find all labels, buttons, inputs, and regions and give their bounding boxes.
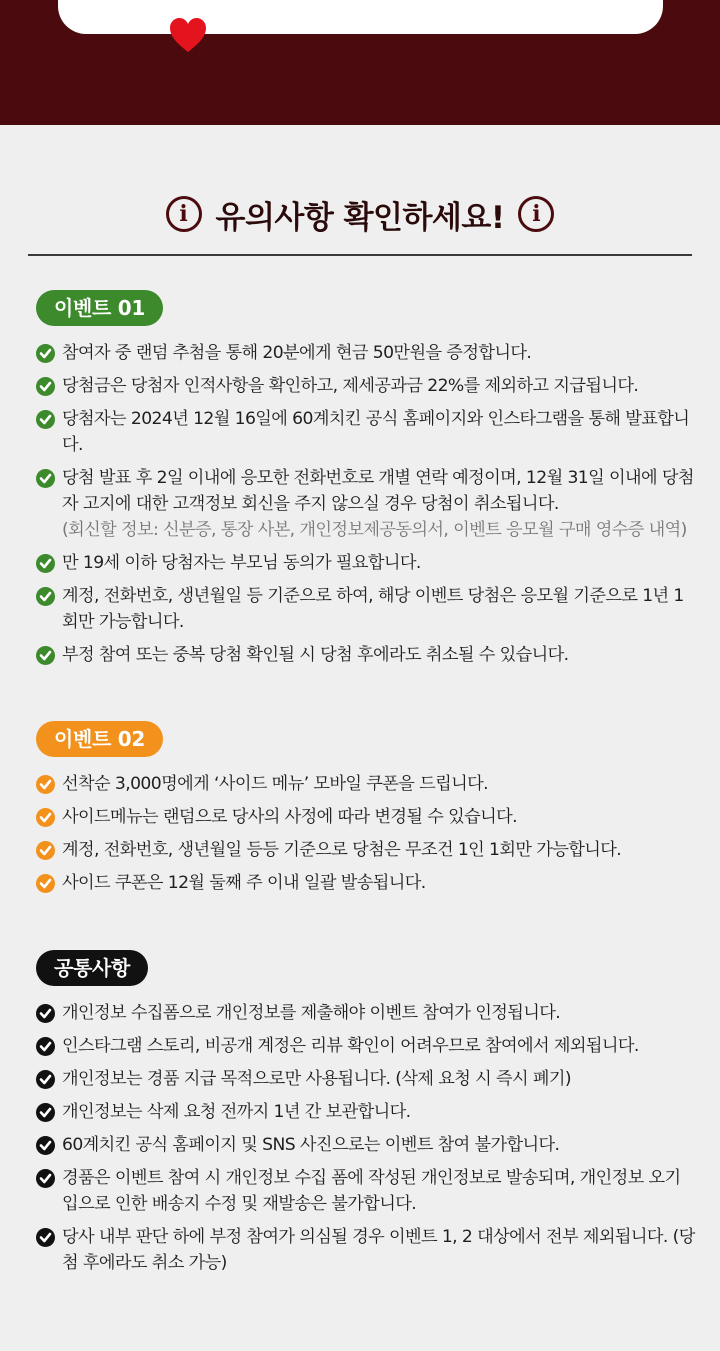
info-icon: i: [166, 196, 202, 232]
check-circle-icon: [36, 1103, 55, 1122]
list-item-text: [62, 804, 696, 830]
event2-list: [36, 771, 696, 896]
check-circle-icon: [36, 1070, 55, 1089]
list-item-text: [62, 406, 696, 458]
check-circle-icon: [36, 1037, 55, 1056]
list-item-text: [62, 550, 696, 576]
check-circle-icon: [36, 646, 55, 665]
list-item-text: [62, 837, 696, 863]
top-card: [58, 0, 663, 34]
list-item: [36, 340, 696, 366]
list-item: [36, 837, 696, 863]
list-item-main: 부정 참여 또는 중복 당첨 확인될 시 당첨 후에라도 취소될 수 있습니다.: [62, 645, 569, 665]
list-item: [36, 1224, 696, 1276]
list-item: [36, 1066, 696, 1092]
list-item: [36, 771, 696, 797]
list-item-text: [62, 771, 696, 797]
list-item-main: 개인정보 수집폼으로 개인정보를 제출해야 이벤트 참여가 인정됩니다.: [62, 1003, 561, 1023]
list-item-main: 인스타그램 스토리, 비공개 계정은 리뷰 확인이 어려우므로 참여에서 제외됩니다.: [62, 1036, 639, 1056]
list-item: [36, 583, 696, 635]
common-badge: 공통사항: [36, 950, 148, 986]
list-item: [36, 870, 696, 896]
list-item: [36, 465, 696, 543]
list-item-main: 사이드 쿠폰은 12월 둘째 주 이내 일괄 발송됩니다.: [62, 873, 426, 893]
list-item-main: 당첨금은 당첨자 인적사항을 확인하고, 제세공과금 22%를 제외하고 지급됩니다.: [62, 376, 639, 396]
check-circle-icon: [36, 410, 55, 429]
list-item-text: [62, 1066, 696, 1092]
list-item-text: [62, 583, 696, 635]
list-item-text: [62, 1000, 696, 1026]
list-item-text: [62, 1224, 696, 1276]
list-item-text: [62, 1132, 696, 1158]
list-item-text: [62, 642, 696, 668]
list-item-main: 계정, 전화번호, 생년월일 등 기준으로 하여, 해당 이벤트 당첨은 응모월 기준으로 1년 1회만 가능합니다.: [62, 586, 684, 632]
event1-badge: 이벤트 01: [36, 290, 163, 326]
check-circle-icon: [36, 808, 55, 827]
event2-section: [36, 721, 696, 903]
list-item-main: 당사 내부 판단 하에 부정 참여가 의심될 경우 이벤트 1, 2 대상에서 전부 제외됩니다. (당첨 후에라도 취소 가능): [62, 1227, 695, 1273]
list-item-text: [62, 1033, 696, 1059]
info-icon: i: [518, 196, 554, 232]
list-item-main: 계정, 전화번호, 생년월일 등등 기준으로 당첨은 무조건 1인 1회만 가능합니다.: [62, 840, 622, 860]
list-item: [36, 1132, 696, 1158]
event1-list: [36, 340, 696, 668]
top-banner-band: [0, 0, 720, 125]
list-item-main: 만 19세 이하 당첨자는 부모님 동의가 필요합니다.: [62, 553, 421, 573]
check-circle-icon: [36, 1136, 55, 1155]
check-circle-icon: [36, 377, 55, 396]
list-item-main: 경품은 이벤트 참여 시 개인정보 수집 폼에 작성된 개인정보로 발송되며, 개인정보 오기입으로 인한 배송지 수정 및 재발송은 불가합니다.: [62, 1168, 681, 1214]
list-item: [36, 804, 696, 830]
list-item: [36, 406, 696, 458]
list-item-note: (회신할 정보: 신분증, 통장 사본, 개인정보제공동의서, 이벤트 응모월 구매 영수증 내역): [62, 520, 687, 540]
check-circle-icon: [36, 1228, 55, 1247]
check-circle-icon: [36, 1169, 55, 1188]
list-item-main: 60계치킨 공식 홈페이지 및 SNS 사진으로는 이벤트 참여 불가합니다.: [62, 1135, 560, 1155]
list-item-main: 참여자 중 랜덤 추첨을 통해 20분에게 현금 50만원을 증정합니다.: [62, 343, 532, 363]
list-item-text: [62, 340, 696, 366]
check-circle-icon: [36, 775, 55, 794]
list-item: [36, 550, 696, 576]
event2-badge: 이벤트 02: [36, 721, 163, 757]
list-item-text: [62, 870, 696, 896]
notice-title-row: [0, 190, 720, 238]
list-item: [36, 373, 696, 399]
list-item-main: 개인정보는 삭제 요청 전까지 1년 간 보관합니다.: [62, 1102, 411, 1122]
check-circle-icon: [36, 874, 55, 893]
check-circle-icon: [36, 344, 55, 363]
check-circle-icon: [36, 587, 55, 606]
check-circle-icon: [36, 1004, 55, 1023]
common-list: [36, 1000, 696, 1276]
list-item-main: 선착순 3,000명에게 ‘사이드 메뉴’ 모바일 쿠폰을 드립니다.: [62, 774, 489, 794]
list-item-main: 개인정보는 경품 지급 목적으로만 사용됩니다. (삭제 요청 시 즉시 폐기): [62, 1069, 571, 1089]
list-item-text: [62, 373, 696, 399]
list-item-text: [62, 1099, 696, 1125]
check-circle-icon: [36, 554, 55, 573]
list-item: [36, 642, 696, 668]
heart-icon: [168, 16, 208, 54]
check-circle-icon: [36, 841, 55, 860]
list-item: [36, 1033, 696, 1059]
event1-section: [36, 290, 696, 675]
list-item-main: 사이드메뉴는 랜덤으로 당사의 사정에 따라 변경될 수 있습니다.: [62, 807, 517, 827]
list-item-main: 당첨 발표 후 2일 이내에 응모한 전화번호로 개별 연락 예정이며, 12월 31일 이내에 당첨자 고지에 대한 고객정보 회신을 주지 않으실 경우 당첨이 취소됩니다.: [62, 468, 694, 514]
list-item: [36, 1165, 696, 1217]
page-title: 유의사항 확인하세요!: [215, 199, 505, 236]
list-item-text: [62, 1165, 696, 1217]
list-item-text: [62, 465, 696, 543]
list-item: [36, 1000, 696, 1026]
common-section: [36, 950, 696, 1283]
title-divider: [28, 254, 692, 256]
check-circle-icon: [36, 469, 55, 488]
list-item-main: 당첨자는 2024년 12월 16일에 60계치킨 공식 홈페이지와 인스타그램을 통해 발표합니다.: [62, 409, 690, 455]
list-item: [36, 1099, 696, 1125]
